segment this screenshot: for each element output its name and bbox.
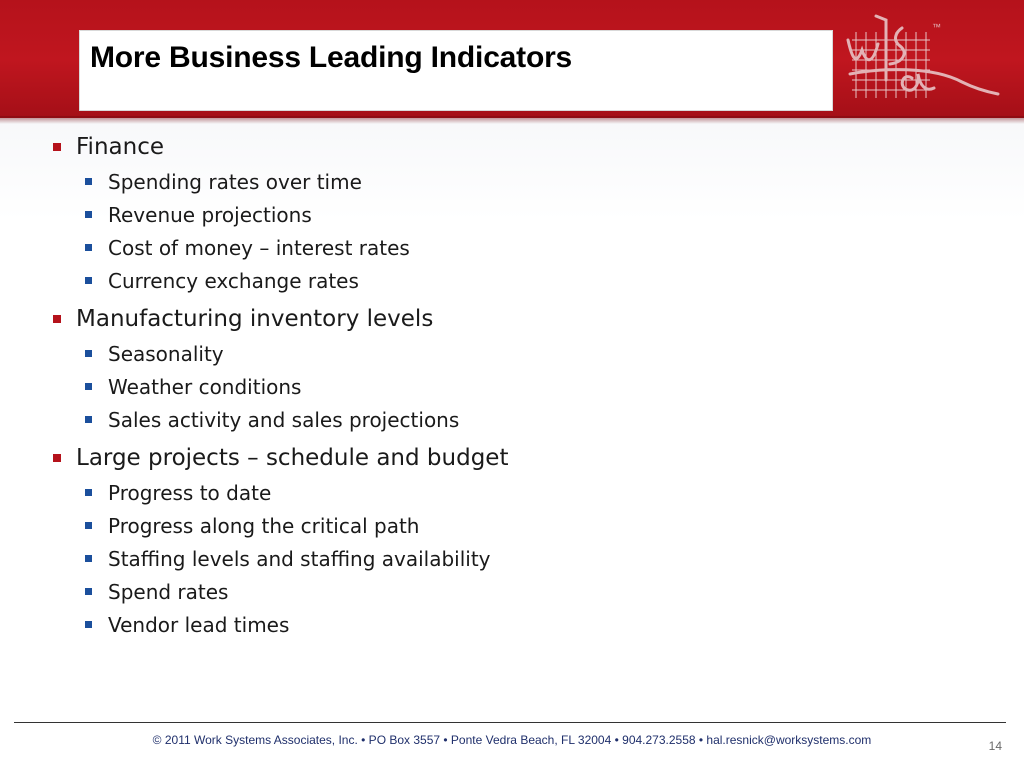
- blue-square-bullet-icon: [85, 522, 92, 529]
- red-square-bullet-icon: [53, 315, 61, 323]
- blue-square-bullet-icon: [85, 489, 92, 496]
- blue-square-bullet-icon: [85, 383, 92, 390]
- bullet-level2: [52, 546, 992, 572]
- bullet-content: [52, 128, 992, 642]
- bullet-level2: [52, 268, 992, 294]
- bullet-level2: [52, 612, 992, 638]
- blue-square-bullet-icon: [85, 277, 92, 284]
- blue-square-bullet-icon: [85, 588, 92, 595]
- footer-copyright: © 2011 Work Systems Associates, Inc. • PO Box 3557 • Ponte Vedra Beach, FL 32004 • 904.273.2558 • hal.resnick@worksystems.com: [152, 733, 872, 747]
- bullet-text: Progress along the critical path: [108, 514, 420, 538]
- bullet-level2: [52, 480, 992, 506]
- slide-title: More Business Leading Indicators: [90, 41, 573, 74]
- bullet-level2: [52, 202, 992, 228]
- section-finance: [52, 132, 992, 294]
- bullet-level2: [52, 407, 992, 433]
- blue-square-bullet-icon: [85, 244, 92, 251]
- bullet-text: Currency exchange rates: [108, 269, 359, 293]
- title-box: [79, 30, 833, 111]
- bullet-text: Seasonality: [108, 342, 224, 366]
- bullet-level2: [52, 169, 992, 195]
- bullet-level2: [52, 374, 992, 400]
- bullet-text: Finance: [76, 134, 164, 160]
- blue-square-bullet-icon: [85, 211, 92, 218]
- blue-square-bullet-icon: [85, 621, 92, 628]
- bullet-text: Manufacturing inventory levels: [76, 306, 434, 332]
- bullet-text: Weather conditions: [108, 375, 302, 399]
- bullet-level1: [52, 443, 992, 473]
- bullet-text: Staffing levels and staffing availability: [108, 547, 491, 571]
- wsa-logo-svg: [842, 10, 1002, 108]
- blue-square-bullet-icon: [85, 350, 92, 357]
- logo-script: [848, 16, 998, 94]
- red-square-bullet-icon: [53, 454, 61, 462]
- trademark-mark: ™: [932, 22, 941, 32]
- bullet-level1: [52, 132, 992, 162]
- bullet-text: Sales activity and sales projections: [108, 408, 460, 432]
- page-number: 14: [988, 739, 1002, 753]
- bullet-text: Large projects – schedule and budget: [76, 445, 509, 471]
- bullet-level2: [52, 341, 992, 367]
- bullet-level2: [52, 513, 992, 539]
- bullet-text: Revenue projections: [108, 203, 312, 227]
- bullet-text: Cost of money – interest rates: [108, 236, 410, 260]
- blue-square-bullet-icon: [85, 416, 92, 423]
- bullet-level2: [52, 579, 992, 605]
- red-square-bullet-icon: [53, 143, 61, 151]
- blue-square-bullet-icon: [85, 555, 92, 562]
- bullet-text: Spend rates: [108, 580, 229, 604]
- bullet-text: Vendor lead times: [108, 613, 290, 637]
- footer-divider: [14, 722, 1006, 723]
- bullet-level1: [52, 304, 992, 334]
- header-shadow: [0, 116, 1024, 124]
- blue-square-bullet-icon: [85, 178, 92, 185]
- bullet-text: Spending rates over time: [108, 170, 362, 194]
- bullet-level2: [52, 235, 992, 261]
- wsa-logo-icon: [842, 10, 1002, 108]
- section-manufacturing: [52, 304, 992, 433]
- section-large-projects: [52, 443, 992, 638]
- bullet-text: Progress to date: [108, 481, 272, 505]
